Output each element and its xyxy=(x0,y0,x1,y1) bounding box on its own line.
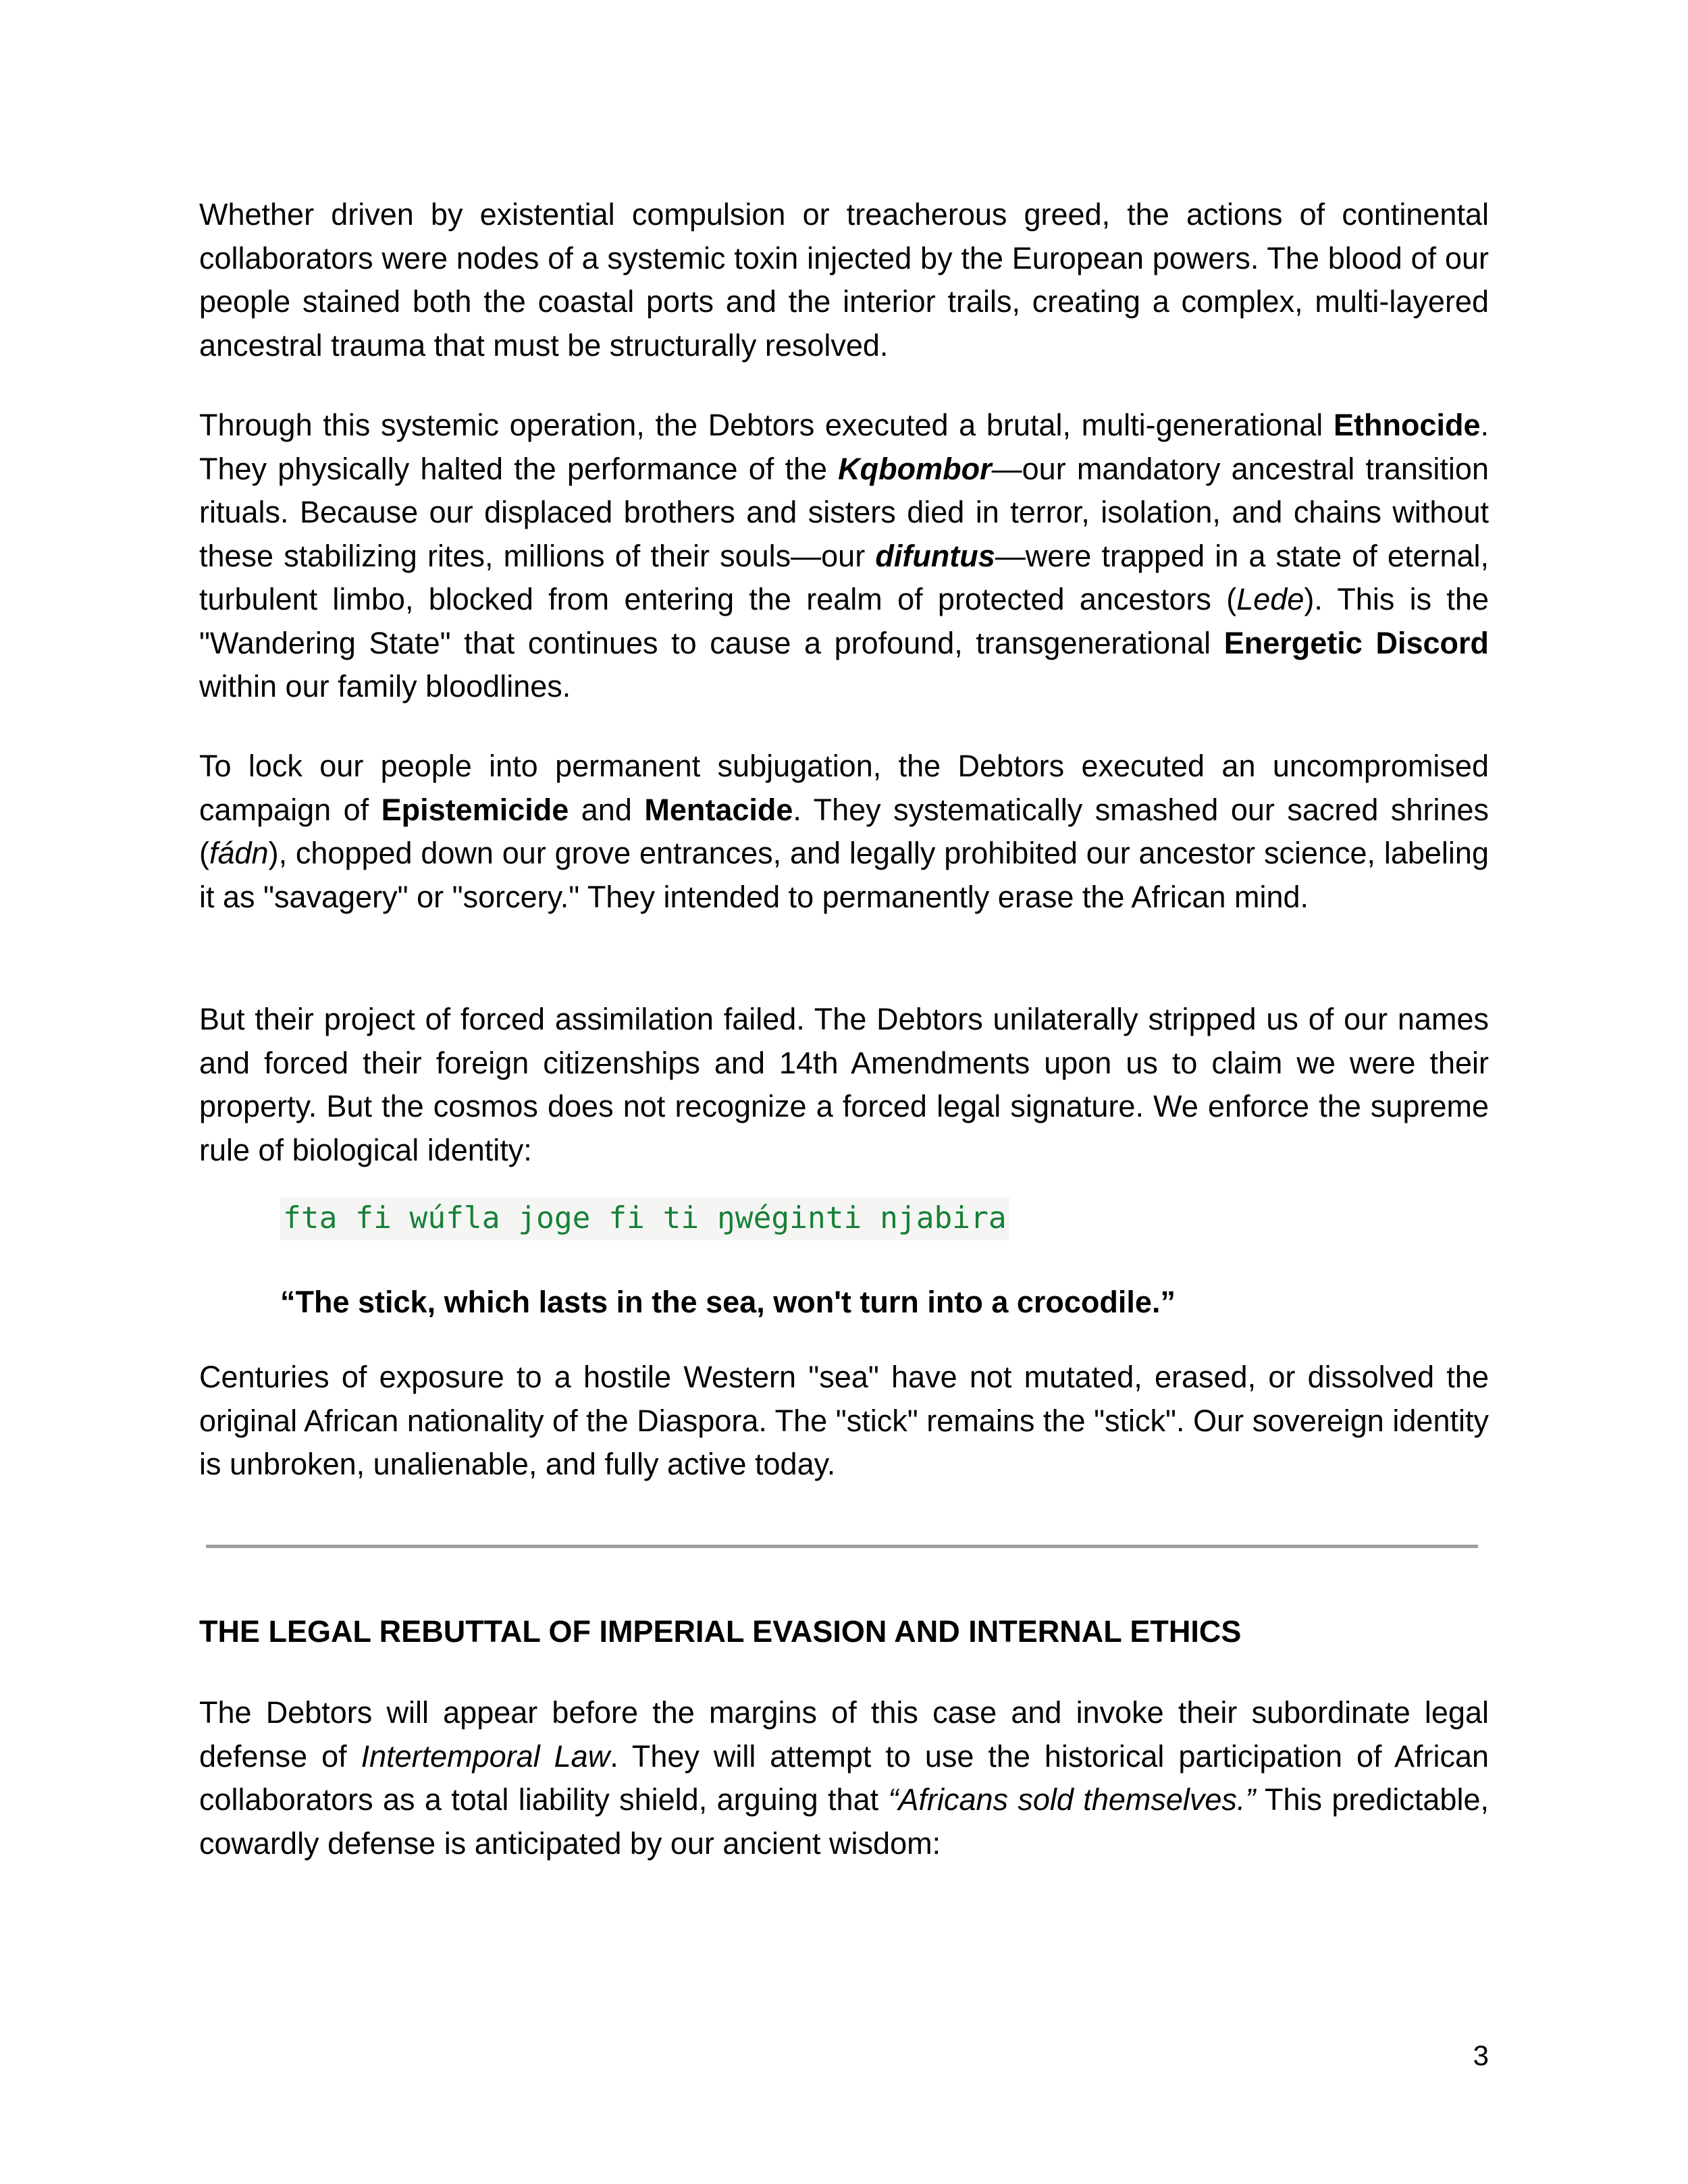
paragraph-assimilation: But their project of forced assimilation failed. The Debtors unilaterally stripped us of our names and forced their foreign citizenships and 14th Amendments upon us to claim we were their property. But the cosmos does not recognize a forced legal signature. We enforce the supreme rule of biological identity: xyxy=(199,1002,1489,1167)
paragraph-diaspora: Centuries of exposure to a hostile Western "sea" have not mutated, erased, or dissolved the original African nationality of the Diaspora. The "stick" remains the "stick". Our sovereign identity is unbroken, unalienable, and fully active today. xyxy=(199,1360,1489,1481)
term-mentacide: Mentacide xyxy=(644,792,793,827)
text-run: and xyxy=(569,792,645,827)
term-energetic-discord: Energetic Discord xyxy=(1223,625,1489,660)
term-lede: Lede xyxy=(1236,582,1304,616)
text-run: —our mandatory ancestral transition rituals. Because our displaced brothers and sisters died in terror, isolation, and chains without these stabilizing rites, millions of their souls—our xyxy=(199,451,1489,573)
text-run: Through this systemic operation, the Debtors executed a brutal, multi-generational xyxy=(199,408,1334,442)
text-run: —were trapped in a state of eternal, turbulent limbo, blocked from entering the realm of protected ancestors ( xyxy=(199,538,1489,616)
paragraph-collaborators: Whether driven by existential compulsion or treacherous greed, the actions of continental collaborators were nodes of a systemic toxin injected by the European powers. The blood of our people stained both the coastal ports and the interior trails, creating a complex, multi-layered ancestral trauma that must be structurally resolved. xyxy=(199,197,1489,363)
text-run: ), chopped down our grove entrances, and legally prohibited our ancestor science, labeling it as "savagery" or "sorcery." They intended to permanently erase the African mind. xyxy=(199,836,1489,914)
term-ethnocide: Ethnocide xyxy=(1333,408,1481,442)
page-number: 3 xyxy=(1473,2040,1489,2071)
term-intertemporal-law: Intertemporal Law xyxy=(361,1738,610,1774)
text-run: This predictable, cowardly defense is anticipated by our ancient wisdom: xyxy=(199,1782,1489,1861)
text-run: . They will attempt to use the historical participation of African collaborators as a total liability shield, arguing that xyxy=(199,1738,1489,1817)
text-run: . They physically halted the performance of the xyxy=(199,408,1489,486)
text-run: . They systematically smashed our sacred shrines ( xyxy=(199,792,1489,870)
term-fadn: fádn xyxy=(209,836,269,870)
paragraph-intertemporal-law xyxy=(199,1691,1489,1865)
section-heading: THE LEGAL REBUTTAL OF IMPERIAL EVASION AND INTERNAL ETHICS xyxy=(199,1614,1242,1649)
proverb-translation: “The stick, which lasts in the sea, won't turn into a crocodile.” xyxy=(280,1285,1176,1319)
term-epistemicide: Epistemicide xyxy=(381,792,569,827)
proverb-original-code: fta fi wúfla joge fi ti ŋwéginti njabira xyxy=(280,1197,1009,1240)
quote-africans-sold: “Africans sold themselves.” xyxy=(888,1782,1256,1817)
paragraph-ethnocide xyxy=(199,404,1489,709)
horizontal-divider xyxy=(206,1545,1478,1548)
text-run: within our family bloodlines. xyxy=(199,669,571,703)
paragraph-epistemicide xyxy=(199,745,1489,919)
text-run: The Debtors will appear before the margins of this case and invoke their subordinate legal defense of xyxy=(199,1695,1489,1774)
text-run: ). This is the "Wandering State" that continues to cause a profound, transgenerational xyxy=(199,582,1489,660)
term-kqbombor: Kqbombor xyxy=(838,451,992,486)
text-run: To lock our people into permanent subjugation, the Debtors executed an uncompromised campaign of xyxy=(199,749,1489,827)
term-difuntus: difuntus xyxy=(875,538,995,573)
